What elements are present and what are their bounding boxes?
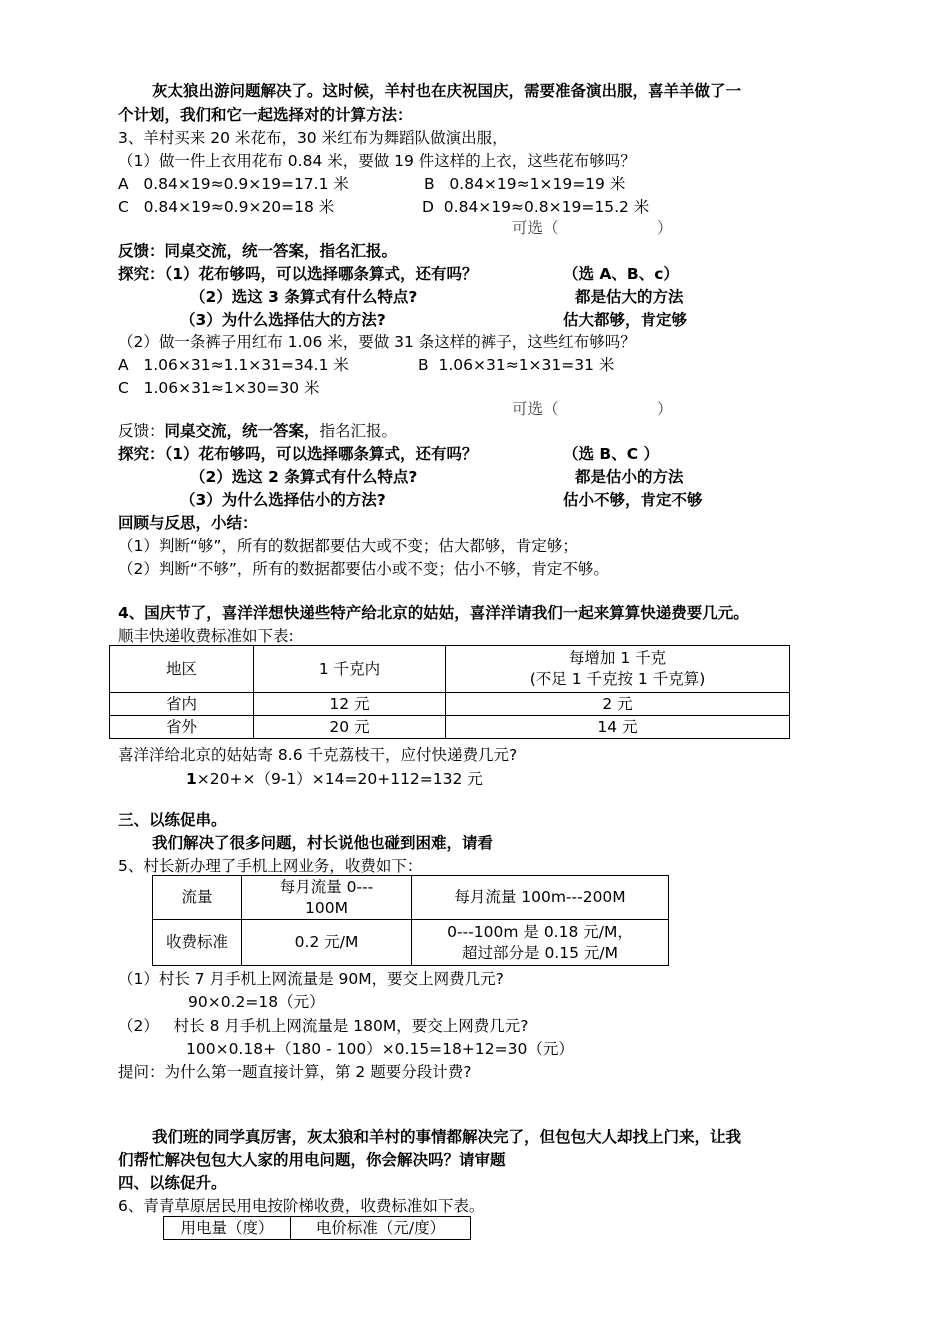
q4-title: 4、国庆节了，喜洋洋想快递些特产给北京的姑姑，喜洋洋请我们一起来算算快递费要几元。	[118, 604, 749, 622]
q3-explore-1a: 探究：（1）花布够吗，可以选择哪条算式，还有吗？	[118, 265, 478, 283]
table-row	[110, 716, 790, 739]
th-tier1	[242, 876, 412, 920]
th-traffic: 流量	[153, 876, 242, 920]
th-extra-line2: (不足 1 千克按 1 千克算)	[529, 670, 706, 688]
cell-base: 20 元	[254, 716, 446, 739]
q5-title: 5、村长新办理了手机上网业务，收费如下：	[118, 857, 423, 875]
th-base: 1 千克内	[254, 646, 446, 693]
q3-option-a2: A 1.06×31≈1.1×31=34.1 米	[118, 356, 349, 374]
q3-explore-2c-answer: 估小不够，肯定不够	[563, 491, 703, 509]
section4-intro-2: 们帮忙解决包包大人家的用电问题，你会解决吗？请审题	[118, 1151, 506, 1169]
cell-fee-label: 收费标准	[153, 920, 242, 966]
intro-line-1: 灰太狼出游问题解决了。这时候，羊村也在庆祝国庆，需要准备演出服，喜羊羊做了一	[152, 82, 742, 100]
electricity-table	[163, 1216, 471, 1240]
th-extra-line1: 每增加 1 千克	[568, 649, 667, 667]
q3-option-b: B 0.84×19≈1×19=19 米	[424, 175, 626, 193]
feedback-prefix: 反馈：	[118, 422, 165, 440]
q3-select-1: 可选（ ）	[512, 219, 673, 237]
q4-question: 喜洋洋给北京的姑姑寄 8.6 千克荔枝干，应付快递费几元?	[118, 746, 518, 764]
calc-first-digit: 1	[186, 770, 197, 788]
q3-explore-1b: （2）选这 3 条算式有什么特点?	[190, 288, 418, 306]
q3-explore-2a-answer: （选 B、C ）	[563, 445, 659, 463]
q5-part2: （2） 村长 8 月手机上网流量是 180M，要交上网费几元?	[118, 1017, 529, 1035]
q3-part1: （1）做一件上衣用花布 0.84 米，要做 19 件这样的上衣，这些花布够吗？	[118, 152, 636, 170]
q3-feedback-2	[118, 420, 397, 442]
tier2-rate-line2: 超过部分是 0.15 元/M	[462, 943, 618, 962]
q3-explore-2b-answer: 都是估小的方法	[575, 468, 684, 486]
q3-explore-2c: （3）为什么选择估小的方法?	[180, 491, 386, 509]
q3-option-c2: C 1.06×31≈1×30=30 米	[118, 379, 320, 397]
cell-region: 省外	[110, 716, 254, 739]
q4-standard: 顺丰快递收费标准如下表:	[118, 627, 294, 645]
cell-tier2-rate	[412, 920, 669, 966]
q3-explore-1a-answer: （选 A、B、c）	[563, 265, 679, 283]
th-tier1-line2: 100M	[305, 898, 348, 917]
q3-explore-1c-answer: 估大都够，肯定够	[563, 311, 688, 329]
cell-region: 省内	[110, 693, 254, 716]
cell-tier1-rate: 0.2 元/M	[242, 920, 412, 966]
q3-feedback-1: 反馈：同桌交流，统一答案，指名汇报。	[118, 242, 398, 260]
q3-part2: （2）做一条裤子用红布 1.06 米，要做 31 条这样的裤子，这些红布够吗？	[118, 333, 636, 351]
q3-option-b2: B 1.06×31≈1×31=31 米	[418, 356, 615, 374]
summary-1: （1）判断“够”，所有的数据都要估大或不变；估大都够，肯定够；	[118, 537, 578, 555]
q5-answer1: 90×0.2=18（元）	[188, 993, 325, 1011]
q3-explore-2a: 探究：（1）花布够吗，可以选择哪条算式，还有吗？	[118, 445, 478, 463]
q4-calculation	[186, 768, 483, 790]
q3-option-a: A 0.84×19≈0.9×19=17.1 米	[118, 175, 349, 193]
q3-title: 3、羊村买来 20 米花布，30 米红布为舞蹈队做演出服，	[118, 129, 508, 147]
review-heading: 回顾与反思，小结：	[118, 514, 258, 532]
q3-select-2: 可选（ ）	[512, 400, 673, 418]
cell-extra: 14 元	[446, 716, 790, 739]
cell-base: 12 元	[254, 693, 446, 716]
table-row	[153, 920, 669, 966]
th-extra	[446, 646, 790, 693]
th-usage: 用电量（度）	[164, 1217, 291, 1240]
summary-2: （2）判断“不够”，所有的数据都要估小或不变；估小不够，肯定不够。	[118, 560, 609, 578]
table-row	[110, 693, 790, 716]
q5-answer2: 100×0.18+（180 - 100）×0.15=18+12=30（元）	[186, 1040, 574, 1058]
q3-option-c: C 0.84×19≈0.9×20=18 米	[118, 198, 335, 216]
calc-rest: ×20+×（9-1）×14=20+112=132 元	[196, 770, 483, 788]
q3-explore-1b-answer: 都是估大的方法	[575, 288, 684, 306]
cell-extra: 2 元	[446, 693, 790, 716]
shipping-fee-table	[109, 645, 790, 739]
tier2-rate-line1: 0---100m 是 0.18 元/M，	[447, 922, 633, 941]
q3-explore-2b: （2）选这 2 条算式有什么特点?	[190, 468, 418, 486]
intro-line-2: 个计划，我们和它一起选择对的计算方法：	[118, 106, 413, 124]
th-tier1-line1: 每月流量 0---	[279, 877, 374, 896]
data-plan-table	[152, 875, 669, 966]
th-region: 地区	[110, 646, 254, 693]
th-tier2: 每月流量 100m---200M	[412, 876, 669, 920]
q5-part1: （1）村长 7 月手机上网流量是 90M，要交上网费几元?	[118, 970, 504, 988]
feedback-suffix: 指名汇报。	[319, 422, 398, 440]
q6-title: 6、青青草原居民用电按阶梯收费，收费标准如下表。	[118, 1197, 485, 1215]
section4-title: 四、以练促升。	[118, 1174, 227, 1192]
section3-intro: 我们解决了很多问题，村长说他也碰到困难，请看	[152, 834, 494, 852]
feedback-bold: 同桌交流，统一答案，	[164, 422, 320, 440]
section4-intro-1: 我们班的同学真厉害，灰太狼和羊村的事情都解决完了，但包包大人却找上门来，让我	[152, 1128, 742, 1146]
th-price: 电价标准（元/度）	[291, 1217, 471, 1240]
q3-option-d: D 0.84×19≈0.8×19=15.2 米	[422, 198, 650, 216]
section3-title: 三、以练促串。	[118, 811, 227, 829]
q3-explore-1c: （3）为什么选择估大的方法?	[180, 311, 386, 329]
q5-question: 提问：为什么第一题直接计算，第 2 题要分段计费?	[118, 1063, 472, 1081]
